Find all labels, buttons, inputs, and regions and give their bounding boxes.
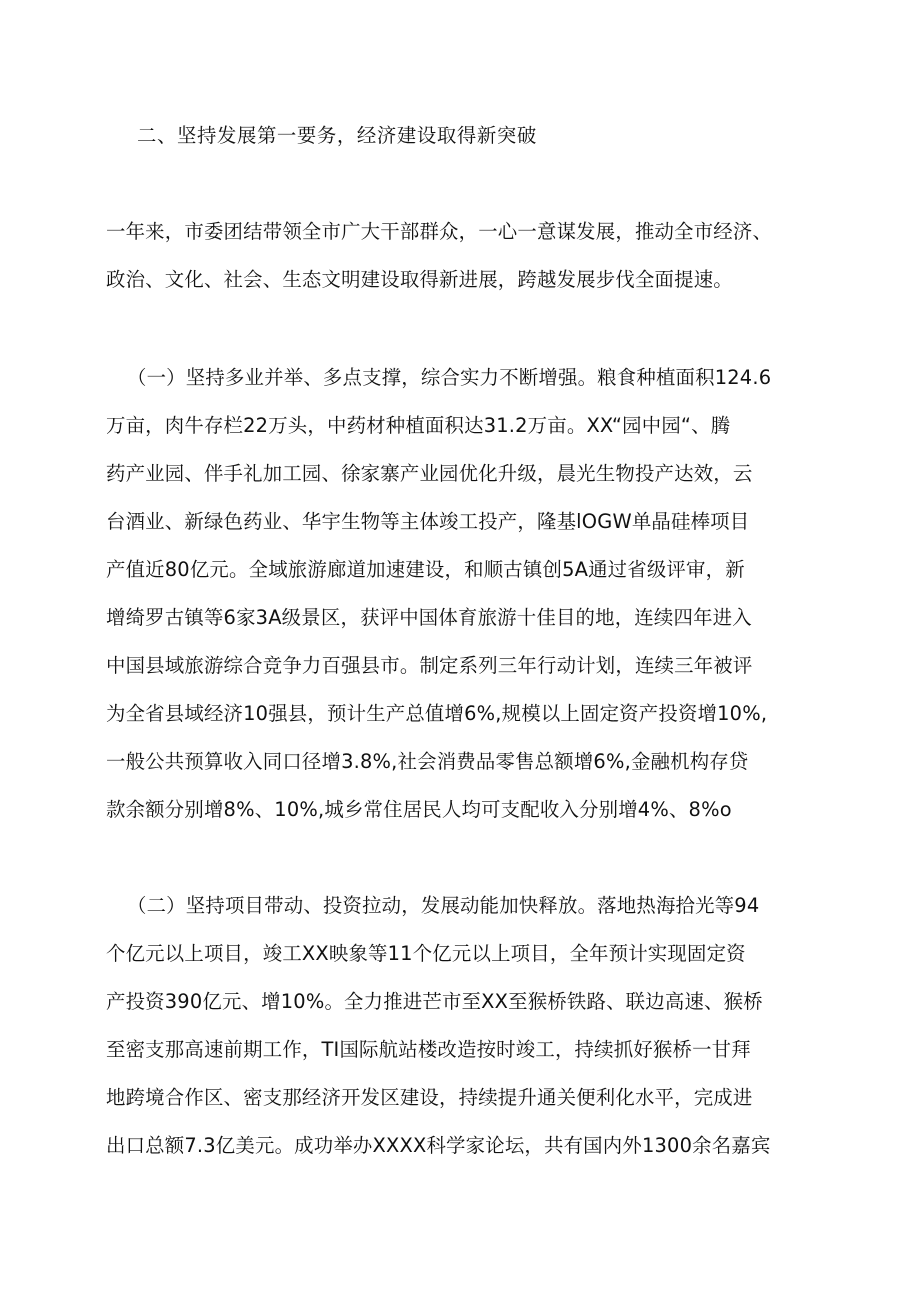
section1-line: 一般公共预算收入同口径增3.8%,社会消费品零售总额增6%,金融机构存贷 xyxy=(106,750,749,773)
section1-line: 中国县域旅游综合竞争力百强县市。制定系列三年行动计划，连续三年被评 xyxy=(106,654,753,677)
section1-line: （一）坚持多业并举、多点支撑，综合实力不断增强。粮食种植面积124.6 xyxy=(127,366,772,389)
section1-line: 增绮罗古镇等6家3A级景区，获评中国体育旅游十佳目的地，连续四年进入 xyxy=(106,606,752,629)
section2-line: （二）坚持项目带动、投资拉动，发展动能加快释放。落地热海拾光等94 xyxy=(127,894,760,917)
section1-line: 台酒业、新绿色药业、华宇生物等主体竣工投产，隆基lOGW单晶硅棒项目 xyxy=(106,510,750,533)
intro-line: 政治、文化、社会、生态文明建设取得新进展，跨越发展步伐全面提速。 xyxy=(106,268,733,291)
section2-line: 出口总额7.3亿美元。成功举办XXXX科学家论坛，共有国内外1300余名嘉宾 xyxy=(106,1134,771,1157)
section2-line: 至密支那高速前期工作，TI国际航站楼改造按时竣工，持续抓好猴桥一甘拜 xyxy=(106,1038,751,1061)
section1-line: 为全省县域经济10强县，预计生产总值增6%,规模以上固定资产投资增10%, xyxy=(106,702,768,725)
intro-line: 一年来，市委团结带领全市广大干部群众，一心一意谋发展，推动全市经济、 xyxy=(106,220,773,243)
section1-line: 款余额分别增8%、10%,城乡常住居民人均可支配收入分别增4%、8%o xyxy=(106,798,732,821)
section1-line: 万亩，肉牛存栏22万头，中药材种植面积达31.2万亩。XX“园中园“、腾 xyxy=(106,414,731,437)
section2-line: 地跨境合作区、密支那经济开发区建设，持续提升通关便利化水平，完成进 xyxy=(106,1086,753,1109)
section-heading: 二、坚持发展第一要务，经济建设取得新突破 xyxy=(137,124,537,147)
section1-line: 药产业园、伴手礼加工园、徐家寨产业园优化升级，晨光生物投产达效，云 xyxy=(106,462,753,485)
section2-line: 产投资390亿元、增10%。全力推进芒市至XX至猴桥铁路、联边高速、猴桥 xyxy=(106,990,763,1013)
section1-line: 产值近80亿元。全域旅游廊道加速建设，和顺古镇创5A通过省级评审，新 xyxy=(106,558,745,581)
section2-line: 个亿元以上项目，竣工XX映象等11个亿元以上项目，全年预计实现固定资 xyxy=(106,942,746,965)
